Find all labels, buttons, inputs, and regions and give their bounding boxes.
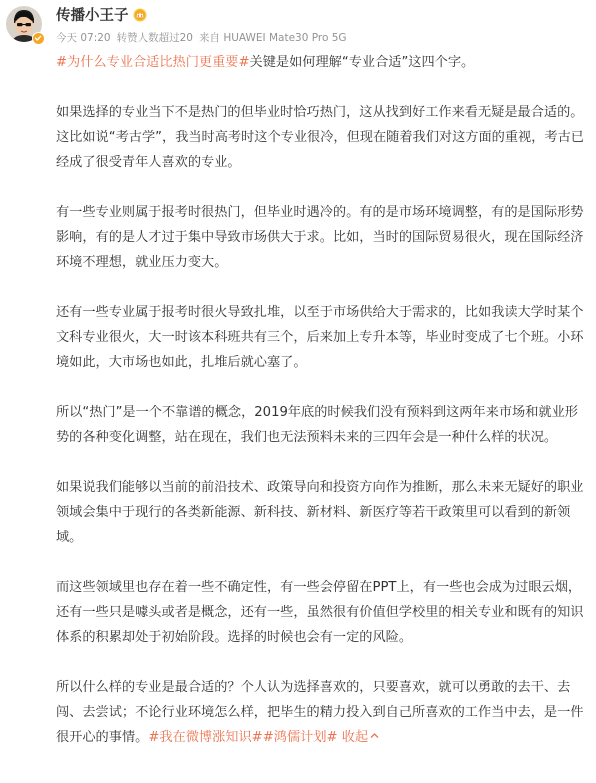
paragraph-8 [56,675,590,750]
chevron-up-icon [370,731,379,740]
topic-link[interactable]: #为什么专业合适比热门更重要# [56,55,250,70]
post-source[interactable]: 来自 HUAWEI Mate30 Pro 5G [198,32,347,44]
member-crown-icon[interactable] [133,8,147,22]
username[interactable]: 传播小王子 [56,8,129,24]
paragraph-1 [56,50,590,75]
paragraph-text: 所以什么样的专业是最合适的？个人认为选择喜欢的，只要喜欢，就可以勇敢的去干、去闯、去尝试；不论行业环境怎么样，把毕生的精力投入到自己所喜欢的工作当中去，是一件很开心的事情。 [56,680,584,745]
paragraph-5: 所以“热门”是一个不靠谱的概念，2019年底的时候我们没有预料到这两年来市场和就业形势的各种变化调整，站在现在，我们也无法预料未来的三四年会是一种什么样的状况。 [56,405,578,445]
paragraph-4: 还有一些专业属于报考时很火导致扎堆，以至于市场供给大于需求的，比如我读大学时某个文科专业很火，大一时该本科班共有三个，后来加上专升本等，毕业时变成了七个班。小环境如此，大市场也如此，扎堆后就心塞了。 [56,305,584,370]
paragraph-3: 有一些专业则属于报考时很热门，但毕业时遇冷的。有的是市场环境调整，有的是国际形势影响，有的是人才过于集中导致市场供大于求。比如，当时的国际贸易很火，现在国际经济环境不理想，就业压力变大。 [56,205,584,270]
topic-link[interactable]: #鸿儒计划# [262,730,338,745]
post-content [56,50,590,750]
paragraph-7: 而这些领域里也存在着一些不确定性，有一些会停留在PPT上，有一些也会成为过眼云烟，还有一些只是噱头或者是概念，还有一些，虽然很有价值但学校里的相关专业和既有的知识体系的积累却处于初始阶段。选择的时候也会有一定的风险。 [56,580,584,645]
topic-link[interactable]: #我在微博涨知识# [148,730,263,745]
repost-count: 转赞人数超过20 [116,32,193,44]
avatar[interactable] [6,6,42,42]
post-meta [56,31,353,45]
collapse-label: 收起 [341,730,369,745]
collapse-button[interactable] [342,730,379,745]
paragraph-2: 如果选择的专业当下不是热门的但毕业时恰巧热门，这从找到好工作来看无疑是最合适的。这比如说“考古学”，我当时高考时这个专业很冷，但现在随着我们对这方面的重视，考古已经成了很受青年人喜欢的专业。 [56,105,584,170]
post-time: 今天 07:20 [56,32,111,44]
paragraph-6: 如果说我们能够以当前的前沿技术、政策导向和投资方向作为推断，那么未来无疑好的职业领域会集中于现行的各类新能源、新科技、新材料、新医疗等若干政策里可以看到的新领域。 [56,480,584,545]
username-row [56,6,147,26]
paragraph-text: 关键是如何理解“专业合适”这四个字。 [249,55,475,70]
verified-badge-icon [32,32,45,45]
